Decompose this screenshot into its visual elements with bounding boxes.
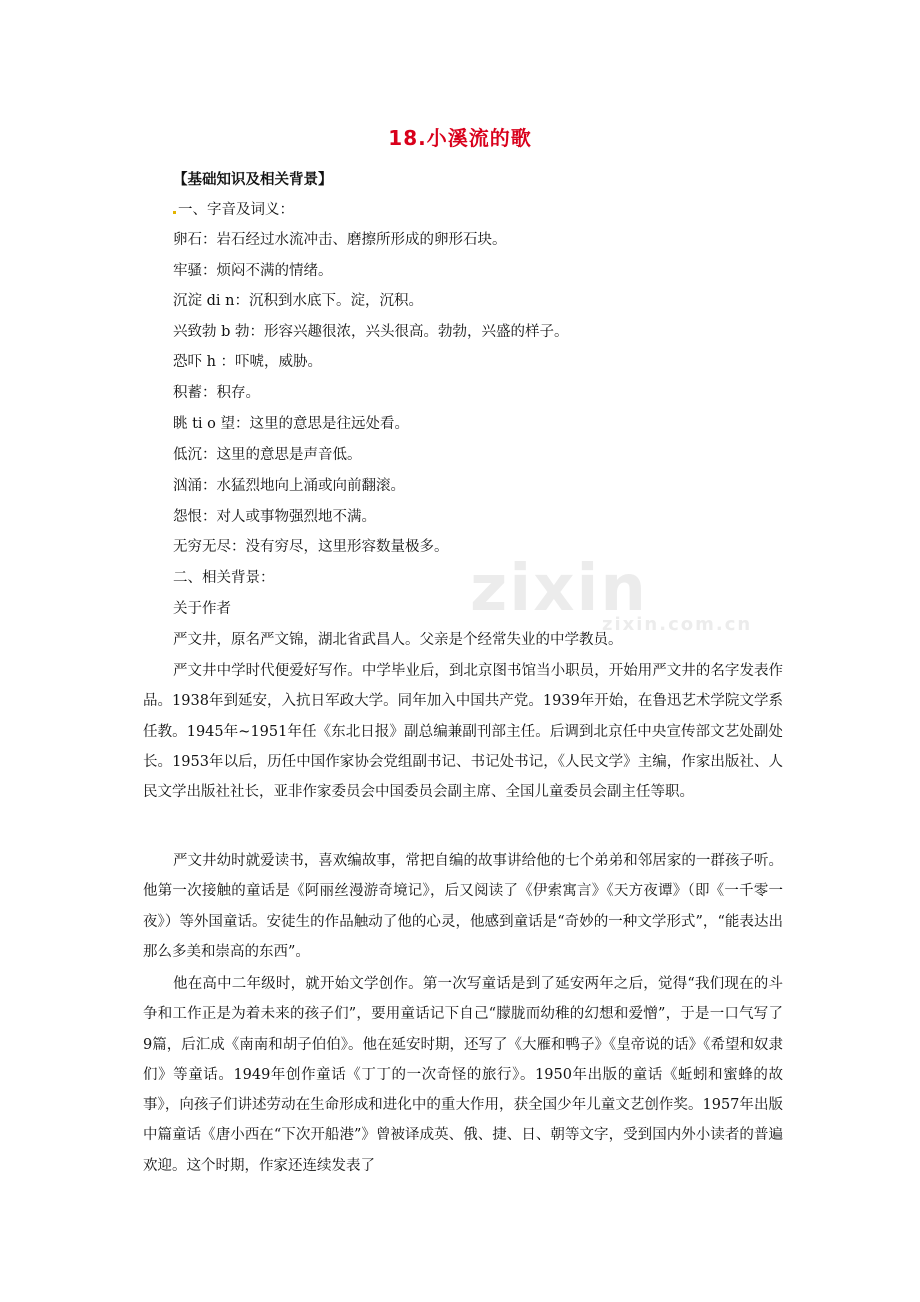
- watermark-url: zixin.com.cn: [602, 614, 753, 635]
- vocab-item: 卵石：岩石经过水流冲击、磨擦所形成的卵形石块。: [173, 232, 507, 248]
- watermark-logo: [470, 552, 753, 635]
- vocab-item: 牢骚：烦闷不满的情绪。: [173, 263, 333, 279]
- body-paragraph: 严文井中学时代便爱好写作。中学毕业后，到北京图书馆当小职员，开始用严文井的名字发表作品。1938年到延安，入抗日军政大学。同年加入中国共产党。1939年开始，在鲁迅艺术学院文学系任教。1945年~1951年任《东北日报》副总编兼副刊部主任。后调到北京任中央宣传部文艺处副处长。1953年以后，历任中国作家协会党组副书记、书记处书记，《人民文学》主编，作家出版社、人民文学出版社社长，亚非作家委员会中国委员会副主席、全国儿童委员会副主任等职。: [143, 663, 783, 801]
- vocab-item: 眺 ti o 望：这里的意思是往远处看。: [173, 416, 410, 432]
- vocab-item: 低沉：这里的意思是声音低。: [173, 447, 362, 463]
- vocab-item: 沉淀 di n：沉积到水底下。淀，沉积。: [173, 293, 423, 309]
- vocab-item: 积蓄：积存。: [173, 385, 260, 401]
- body-paragraph: 严文井幼时就爱读书，喜欢编故事，常把自编的故事讲给他的七个弟弟和邻居家的一群孩子听。他第一次接触的童话是《阿丽丝漫游奇境记》，后又阅读了《伊索寓言》《天方夜谭》（即《一千零一夜》）等外国童话。安徒生的作品触动了他的心灵，他感到童话是“奇妙的一种文学形式”，“能表达出那么多美和崇高的东西”。: [143, 853, 783, 960]
- vocab-item: 汹涌：水猛烈地向上涌或向前翻滚。: [173, 478, 405, 494]
- about-author-heading: 关于作者: [173, 601, 231, 617]
- vocab-item: 无穷无尽：没有穷尽，这里形容数量极多。: [173, 539, 449, 555]
- vocab-heading: 一、字音及词义：: [173, 200, 294, 220]
- section-header: 【基础知识及相关背景】: [173, 171, 333, 188]
- vocab-item: 兴致勃 b 勃：形容兴趣很浓，兴头很高。勃勃，兴盛的样子。: [173, 324, 569, 340]
- watermark-text: zixin: [470, 552, 648, 626]
- document-title: 18.小溪流的歌: [388, 126, 532, 150]
- vocab-item: 恐吓 h ：吓唬，威胁。: [173, 354, 323, 370]
- vocab-item: 怨恨：对人或事物强烈地不满。: [173, 509, 376, 525]
- marker-dot: [173, 211, 176, 214]
- background-heading: 二、相关背景：: [173, 570, 275, 586]
- author-intro: 严文井，原名严文锦，湖北省武昌人。父亲是个经常失业的中学教员。: [173, 632, 623, 648]
- body-paragraph: 他在高中二年级时，就开始文学创作。第一次写童话是到了延安两年之后，觉得“我们现在的斗争和工作正是为着未来的孩子们”，要用童话记下自己“朦胧而幼稚的幻想和爱憎”，于是一口气写了9篇，后汇成《南南和胡子伯伯》。他在延安时期，还写了《大雁和鸭子》《皇帝说的话》《希望和奴隶们》等童话。1949年创作童话《丁丁的一次奇怪的旅行》。1950年出版的童话《蚯蚓和蜜蜂的故事》，向孩子们讲述劳动在生命形成和进化中的重大作用，获全国少年儿童文艺创作奖。1957年出版中篇童话《唐小西在“下次开船港”》曾被译成英、俄、捷、日、朝等文字，受到国内外小读者的普遍欢迎。这个时期，作家还连续发表了: [143, 976, 783, 1174]
